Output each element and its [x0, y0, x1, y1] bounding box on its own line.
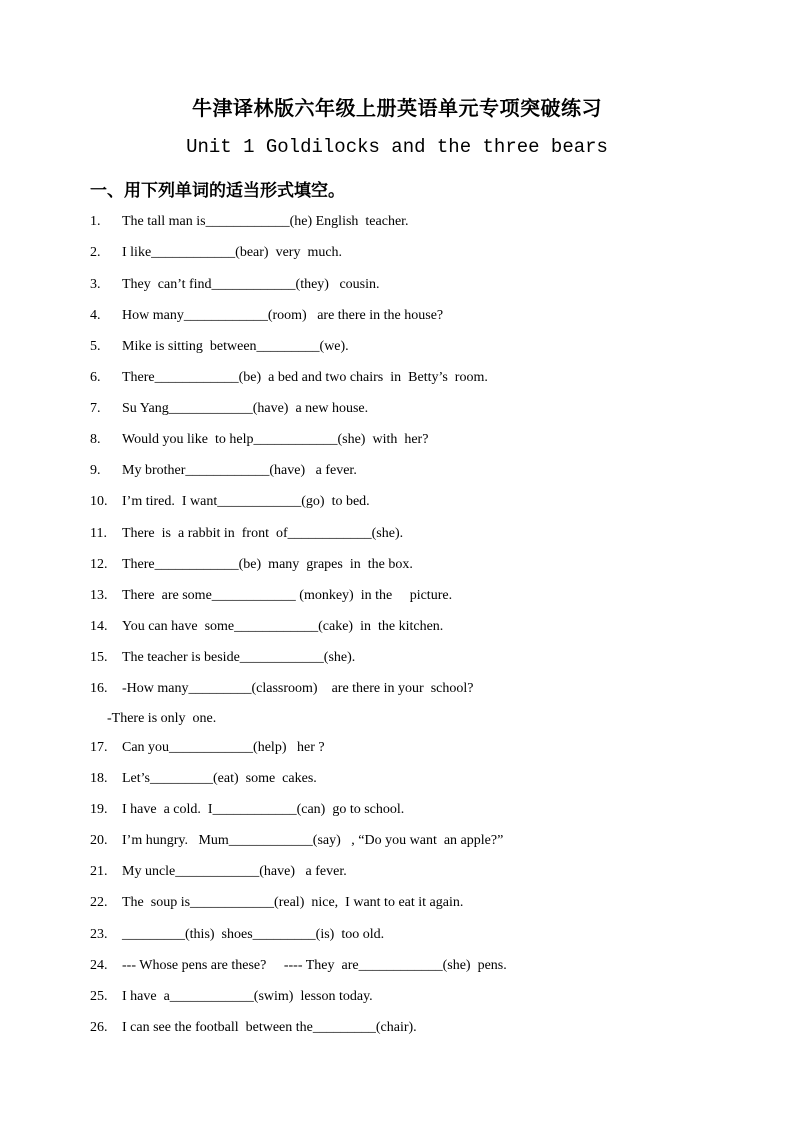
item-number: 1. — [90, 214, 101, 229]
item-number: 15. — [90, 650, 108, 665]
exercise-item — [90, 739, 325, 757]
unit-subtitle: Unit 1 Goldilocks and the three bears — [186, 136, 608, 158]
item-text: You can have some____________(cake) in the kitchen. — [122, 619, 444, 634]
section-heading: 一、用下列单词的适当形式填空。 — [90, 181, 345, 201]
page-title: 牛津译林版六年级上册英语单元专项突破练习 — [192, 96, 602, 120]
item-number: 4. — [90, 308, 101, 323]
exercise-item — [90, 244, 342, 262]
item-text: I have a cold. I____________(can) go to school. — [122, 802, 405, 817]
item-text: Let’s_________(eat) some cakes. — [122, 771, 317, 786]
item-text: Mike is sitting between_________(we). — [122, 339, 349, 354]
item-text: There are some____________ (monkey) in the picture. — [122, 588, 453, 603]
exercise-item — [90, 431, 428, 449]
item-number: 23. — [90, 927, 108, 942]
item-text: _________(this) shoes_________(is) too old. — [122, 927, 385, 942]
item-text: My brother____________(have) a fever. — [122, 463, 357, 478]
item-number: 9. — [90, 463, 101, 478]
exercise-item — [90, 832, 503, 850]
exercise-item — [90, 618, 443, 636]
item-text: They can’t find____________(they) cousin. — [122, 277, 380, 292]
exercise-item — [90, 525, 403, 543]
exercise-item — [90, 587, 452, 605]
item-text: I like____________(bear) very much. — [122, 245, 343, 260]
item-number: 21. — [90, 864, 108, 879]
item-number: 11. — [90, 526, 107, 541]
exercise-item — [90, 307, 443, 325]
exercise-item — [90, 493, 370, 511]
item-number: 8. — [90, 432, 101, 447]
item-text: Su Yang____________(have) a new house. — [122, 401, 369, 416]
item-number: 18. — [90, 771, 108, 786]
item-number: 6. — [90, 370, 101, 385]
exercise-item — [90, 556, 413, 574]
item-text: My uncle____________(have) a fever. — [122, 864, 347, 879]
item-text: There is a rabbit in front of____________(she). — [122, 526, 404, 541]
item-text: --- Whose pens are these? ---- They are____________(she) pens. — [122, 958, 507, 973]
exercise-item-continuation — [90, 710, 216, 728]
item-text: I’m hungry. Mum____________(say) , “Do you want an apple?” — [122, 833, 504, 848]
item-number: 5. — [90, 339, 101, 354]
exercise-item — [90, 770, 317, 788]
item-number: 14. — [90, 619, 108, 634]
item-number: 22. — [90, 895, 108, 910]
item-text: The tall man is____________(he) English teacher. — [122, 214, 409, 229]
item-number: 2. — [90, 245, 101, 260]
item-text: Would you like to help____________(she) with her? — [122, 432, 429, 447]
exercise-item — [90, 338, 349, 356]
exercise-item — [90, 276, 380, 294]
item-number: 12. — [90, 557, 108, 572]
item-number: 24. — [90, 958, 108, 973]
item-text: How many____________(room) are there in the house? — [122, 308, 444, 323]
exercise-item — [90, 1019, 417, 1037]
exercise-item — [90, 894, 463, 912]
item-text: -How many_________(classroom) are there in your school? — [122, 681, 474, 696]
item-number: 25. — [90, 989, 108, 1004]
item-number: 7. — [90, 401, 101, 416]
item-number: 13. — [90, 588, 108, 603]
item-text: The soup is____________(real) nice, I want to eat it again. — [122, 895, 464, 910]
exercise-item — [90, 680, 473, 698]
exercise-item — [90, 863, 347, 881]
exercise-item — [90, 400, 368, 418]
exercise-item — [90, 462, 357, 480]
exercise-item — [90, 801, 404, 819]
item-number: 26. — [90, 1020, 108, 1035]
item-number: 20. — [90, 833, 108, 848]
item-text: -There is only one. — [107, 711, 217, 726]
exercise-item — [90, 213, 409, 231]
item-number: 3. — [90, 277, 101, 292]
exercise-item — [90, 957, 507, 975]
item-text: Can you____________(help) her ? — [122, 740, 325, 755]
exercise-item — [90, 369, 488, 387]
exercise-item — [90, 988, 373, 1006]
item-number: 10. — [90, 494, 108, 509]
item-text: There____________(be) many grapes in the box. — [122, 557, 413, 572]
item-number: 16. — [90, 681, 108, 696]
item-text: There____________(be) a bed and two chairs in Betty’s room. — [122, 370, 488, 385]
item-number: 19. — [90, 802, 108, 817]
item-text: I have a____________(swim) lesson today. — [122, 989, 373, 1004]
item-text: The teacher is beside____________(she). — [122, 650, 356, 665]
item-number: 17. — [90, 740, 108, 755]
exercise-item — [90, 649, 355, 667]
exercise-item — [90, 926, 384, 944]
item-text: I can see the football between the_________(chair). — [122, 1020, 417, 1035]
item-text: I’m tired. I want____________(go) to bed. — [122, 494, 370, 509]
